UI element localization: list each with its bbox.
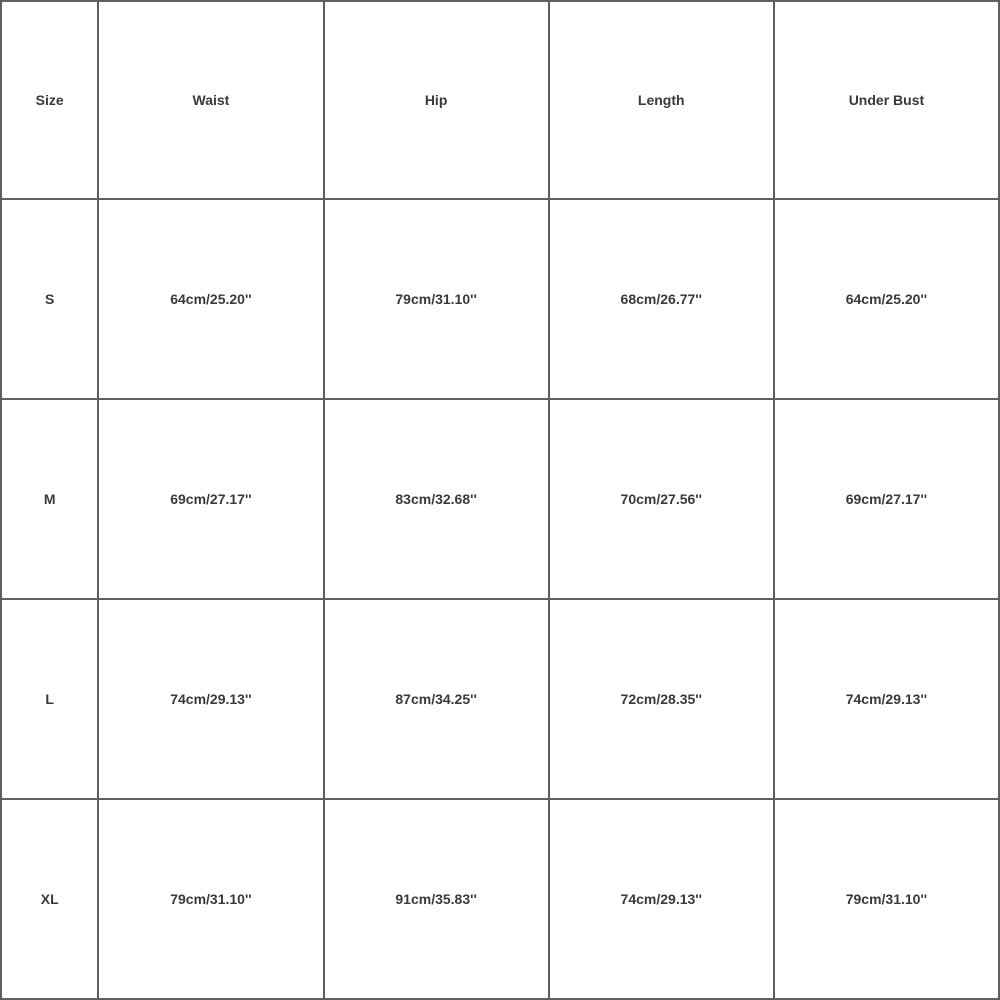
length-cell: 70cm/27.56'' <box>549 399 774 599</box>
table-row <box>1 199 999 399</box>
table-row <box>1 799 999 999</box>
header-waist: Waist <box>98 1 323 199</box>
table-row <box>1 599 999 799</box>
waist-cell: 74cm/29.13'' <box>98 599 323 799</box>
hip-cell: 83cm/32.68'' <box>324 399 549 599</box>
header-under-bust: Under Bust <box>774 1 999 199</box>
header-hip: Hip <box>324 1 549 199</box>
header-size: Size <box>1 1 98 199</box>
waist-cell: 69cm/27.17'' <box>98 399 323 599</box>
header-row <box>1 1 999 199</box>
length-cell: 72cm/28.35'' <box>549 599 774 799</box>
size-cell: M <box>1 399 98 599</box>
under-bust-cell: 69cm/27.17'' <box>774 399 999 599</box>
under-bust-cell: 79cm/31.10'' <box>774 799 999 999</box>
size-cell: L <box>1 599 98 799</box>
under-bust-cell: 64cm/25.20'' <box>774 199 999 399</box>
size-cell: XL <box>1 799 98 999</box>
hip-cell: 87cm/34.25'' <box>324 599 549 799</box>
hip-cell: 91cm/35.83'' <box>324 799 549 999</box>
size-cell: S <box>1 199 98 399</box>
under-bust-cell: 74cm/29.13'' <box>774 599 999 799</box>
waist-cell: 64cm/25.20'' <box>98 199 323 399</box>
table-row <box>1 399 999 599</box>
header-length: Length <box>549 1 774 199</box>
hip-cell: 79cm/31.10'' <box>324 199 549 399</box>
waist-cell: 79cm/31.10'' <box>98 799 323 999</box>
length-cell: 68cm/26.77'' <box>549 199 774 399</box>
length-cell: 74cm/29.13'' <box>549 799 774 999</box>
